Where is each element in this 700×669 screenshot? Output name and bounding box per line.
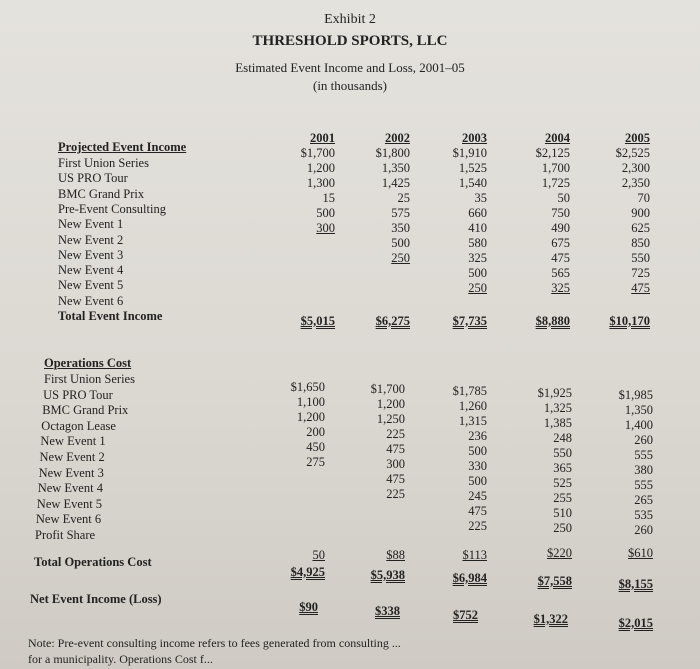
cost-cell: $1,785 (452, 384, 487, 398)
profit-share-cell: $220 (547, 546, 572, 560)
income-cell: 1,350 (381, 161, 410, 175)
cost-cell: 380 (634, 463, 653, 477)
income-cell: 325 (468, 251, 487, 265)
cost-cell: 1,350 (624, 403, 653, 417)
cost-cell (245, 500, 325, 515)
cost-total: $8,155 (618, 577, 653, 591)
income-cell: 500 (468, 266, 487, 280)
income-total: $7,735 (452, 314, 487, 328)
income-column (330, 131, 410, 296)
cost-cell: 1,200 (296, 410, 325, 424)
income-cell: 500 (316, 206, 335, 220)
cost-row-label: New Event 2 (39, 450, 105, 464)
income-cell: 15 (322, 191, 335, 205)
income-cell: 660 (468, 206, 487, 220)
units-note: (in thousands) (312, 78, 388, 93)
cost-cell: 1,200 (376, 397, 405, 411)
cost-row-label: New Event 6 (35, 512, 102, 527)
cost-total: $7,558 (537, 574, 572, 588)
income-cell: 325 (551, 281, 570, 295)
income-cell: 1,200 (306, 161, 335, 175)
cost-cell (325, 532, 405, 547)
income-cell (255, 236, 335, 251)
cost-cell: $1,925 (537, 386, 572, 400)
income-cell: $2,525 (615, 146, 650, 160)
profit-share-cell: $113 (462, 548, 487, 562)
cost-column (407, 384, 487, 549)
cost-cell (245, 530, 325, 545)
income-cell: 1,300 (306, 176, 335, 190)
income-cell: 575 (391, 206, 410, 220)
income-row-label: First Union Series (58, 156, 149, 170)
cost-row-label: BMC Grand Prix (42, 403, 129, 418)
income-row-label: New Event 5 (58, 278, 124, 293)
income-cell (255, 266, 335, 281)
net-income-label: Net Event Income (Loss) (30, 592, 162, 606)
income-cell: 1,725 (541, 176, 570, 190)
cost-row-label: New Event 4 (37, 481, 103, 496)
income-total: $6,275 (375, 314, 410, 328)
cost-cell: 1,400 (624, 418, 653, 432)
cost-cell: 475 (386, 442, 405, 456)
income-row-label: US PRO Tour (58, 171, 128, 186)
income-cell: 1,425 (381, 176, 410, 190)
income-cell: 1,700 (541, 161, 570, 175)
profit-share-cell: $88 (386, 548, 405, 562)
cost-row-label: Profit Share (35, 528, 96, 542)
cost-row-label: New Event 5 (36, 496, 103, 511)
cost-cell: 450 (306, 440, 325, 454)
year-header: 2001 (310, 131, 335, 145)
income-cell: 550 (631, 251, 650, 265)
cost-column (492, 386, 572, 551)
income-row-label: New Event 1 (58, 217, 124, 232)
income-cell (255, 251, 335, 266)
income-cell: 475 (631, 281, 650, 295)
net-income-value: $752 (453, 608, 478, 622)
profit-share-cell: 50 (312, 548, 325, 562)
income-cell: 50 (557, 191, 570, 205)
cost-row-label: First Union Series (44, 372, 135, 386)
income-cell: 475 (551, 251, 570, 265)
income-row-label: New Event 3 (58, 247, 124, 262)
income-row-label: New Event 6 (58, 293, 124, 308)
cost-cell: 555 (634, 478, 653, 492)
income-cell: 300 (316, 221, 335, 235)
cost-column (245, 380, 325, 545)
year-header: 2005 (625, 131, 650, 145)
profit-share-cell: $610 (628, 546, 653, 560)
cost-cell: 236 (468, 429, 487, 443)
income-cell: 2,350 (621, 176, 650, 190)
income-cell: $2,125 (535, 146, 570, 160)
cost-cell: 260 (634, 523, 653, 537)
cost-cell: 248 (553, 431, 572, 445)
cost-cell: 275 (306, 455, 325, 469)
income-row-label: New Event 4 (58, 263, 124, 278)
cost-cell (245, 485, 325, 500)
cost-cell: 245 (468, 489, 487, 503)
income-column (255, 131, 335, 296)
cost-cell: 225 (386, 487, 405, 501)
cost-cell: 300 (386, 457, 405, 471)
cost-cell (325, 517, 405, 532)
income-cell (330, 281, 410, 296)
income-total: $8,880 (535, 314, 570, 328)
net-income-value: $2,015 (618, 616, 653, 630)
cost-cell: 365 (553, 461, 572, 475)
cost-cell (245, 470, 325, 485)
cost-cell (325, 502, 405, 517)
income-total: $5,015 (300, 314, 335, 328)
income-cell: 850 (631, 236, 650, 250)
cost-cell: 265 (634, 493, 653, 507)
cost-cell (245, 515, 325, 530)
exhibit-label: Exhibit 2 (324, 12, 376, 27)
income-cell: 1,525 (458, 161, 487, 175)
net-income-value: $1,322 (533, 612, 568, 626)
cost-column (573, 388, 653, 553)
cost-cell: 500 (468, 474, 487, 488)
cost-cell: 1,250 (376, 412, 405, 426)
cost-cell: $1,700 (370, 382, 405, 396)
cost-total: $5,938 (370, 568, 405, 582)
net-income-value: $338 (375, 604, 400, 618)
income-cell: $1,910 (452, 146, 487, 160)
income-row-label: New Event 2 (58, 232, 124, 247)
cost-cell (407, 534, 487, 549)
total-income-label: Total Event Income (58, 309, 163, 323)
income-cell: 410 (468, 221, 487, 235)
cost-cell: 555 (634, 448, 653, 462)
cost-row-label: US PRO Tour (43, 387, 113, 402)
cost-cell: 525 (553, 476, 572, 490)
income-cell: 25 (397, 191, 410, 205)
income-cell: $1,800 (375, 146, 410, 160)
cost-cell: 475 (468, 504, 487, 518)
cost-row-label: New Event 1 (40, 434, 106, 449)
cost-total: $4,925 (290, 565, 325, 579)
cost-cell: 510 (553, 506, 572, 520)
cost-cell: 225 (386, 427, 405, 441)
cost-cell: 475 (386, 472, 405, 486)
income-cell: 580 (468, 236, 487, 250)
cost-cell: 1,260 (458, 399, 487, 413)
income-cell: 725 (631, 266, 650, 280)
cost-cell: 550 (553, 446, 572, 460)
net-income-value: $90 (299, 600, 318, 614)
income-cell: 35 (474, 191, 487, 205)
income-cell: 500 (391, 236, 410, 250)
income-total: $10,170 (609, 314, 650, 328)
income-cell: 750 (551, 206, 570, 220)
income-cell (255, 281, 335, 296)
cost-cell: 1,325 (543, 401, 572, 415)
income-cell: 490 (551, 221, 570, 235)
income-cell: 625 (631, 221, 650, 235)
income-column (570, 131, 650, 296)
income-cell: 250 (468, 281, 487, 295)
income-cell: 1,540 (458, 176, 487, 190)
cost-row-label: Octagon Lease (41, 418, 116, 433)
year-header: 2004 (545, 131, 570, 145)
cost-cell: $1,985 (618, 388, 653, 402)
cost-cell: 1,315 (458, 414, 487, 428)
total-costs-label: Total Operations Cost (34, 555, 152, 569)
cost-cell: 500 (468, 444, 487, 458)
income-row-label: BMC Grand Prix (58, 186, 145, 201)
income-section-title: Projected Event Income (58, 140, 187, 154)
cost-cell: 225 (468, 519, 487, 533)
cost-column (325, 382, 405, 547)
income-cell: 675 (551, 236, 570, 250)
cost-cell: 260 (634, 433, 653, 447)
income-cell: 565 (551, 266, 570, 280)
income-cell: 2,300 (621, 161, 650, 175)
income-column (407, 131, 487, 296)
note-line-1: Note: Pre-event consulting income refers to fees generated from consulting ... (28, 636, 401, 650)
cost-cell: 250 (553, 521, 572, 535)
income-cell: $1,700 (300, 146, 335, 160)
income-row-label: Pre-Event Consulting (58, 201, 166, 216)
income-cell: 250 (391, 251, 410, 265)
cost-cell: 200 (306, 425, 325, 439)
cost-cell: 330 (468, 459, 487, 473)
year-header: 2003 (462, 131, 487, 145)
income-cell: 350 (391, 221, 410, 235)
year-header: 2002 (385, 131, 410, 145)
company-name: THRESHOLD SPORTS, LLC (252, 33, 448, 49)
income-column (490, 131, 570, 296)
cost-row-label: New Event 3 (38, 465, 104, 480)
cost-total: $6,984 (452, 571, 487, 585)
income-cell: 70 (637, 191, 650, 205)
cost-cell: $1,650 (290, 380, 325, 394)
income-cell: 900 (631, 206, 650, 220)
cost-cell: 1,100 (296, 395, 325, 409)
income-cell (330, 266, 410, 281)
cost-cell: 1,385 (543, 416, 572, 430)
note-line-2: for a municipality. Operations Cost f... (28, 652, 213, 666)
table-subtitle: Estimated Event Income and Loss, 2001–05 (235, 60, 465, 75)
costs-section-title: Operations Cost (44, 356, 132, 370)
cost-cell: 255 (553, 491, 572, 505)
cost-cell: 535 (634, 508, 653, 522)
